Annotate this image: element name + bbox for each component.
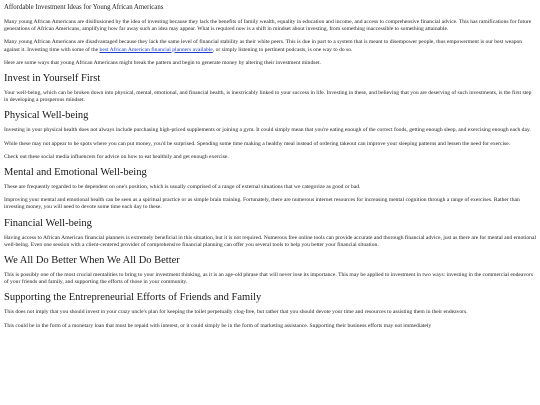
section-paragraph: Improving your mental and emotional health can be seen as a spiritual practice or as simple brain training. Fortunately, there are numerous internet resources for increasing mental cognition through a range of exercises. Rather than investing money, you will need to devote some time each day to these. (4, 197, 520, 211)
page-title: Affordable Investment Ideas for Young African Americans (4, 4, 164, 11)
heading-mental-emotional-well-being: Mental and Emotional Well-being (4, 167, 147, 179)
intro-paragraph-2-text-end: , or simply listening to pertinent podcasts, is one way to do so. (212, 46, 353, 53)
heading-financial-well-being: Financial Well-being (4, 217, 92, 229)
section-paragraph: These are frequently regarded to be dependent on one's position, which is usually comprised of a range of external situations that we categorize as good or bad. (4, 184, 361, 191)
section-paragraph: This does not imply that you should invest in your crazy uncle's plan for keeping the toilet perpetually clog-free, but rather that you should devote your time and resources to assisting them in their endeavors. (4, 309, 468, 316)
section-paragraph: Having access to African American financial planners is extremely beneficial in this situation, but it is not required. Numerous free online tools can provide accurate and thorough financial advice, just as there are for mental and emotional well-being. Even one session with a client-centered provider of comprehensive financial planning can offer you several tools to help you better your financial situation. (4, 234, 537, 248)
intro-paragraph-3: Here are some ways that young African Americans might break the pattern and begin to generate money by altering their investment mindset. (4, 59, 321, 66)
section-paragraph: Your well-being, which can be broken down into physical, mental, emotional, and financial health, is inextricably linked to your success in life. Investing in these, and believing that you are deserving of such investments, is the first step in developing a prosperous mindset. (4, 90, 532, 104)
section-paragraph: Investing in your physical health does not always include purchasing high-priced supplements or joining a gym. It could simply mean that you're eating enough of the correct foods, getting enough sleep, and exercising enough each day. (4, 127, 531, 134)
section-paragraph: This is possibly one of the most crucial mentalities to bring to your investment thinking, as it is an age-old phrase that will never lose its importance. This may be applied to investment in two ways: investing in the commercial endeavors of your friends and family, and supporting the efforts of those in your community. (4, 272, 534, 286)
section-paragraph: This could be in the form of a monetary loan that must be repaid with interest, or it could simply be in the form of marketing assistance. Supporting their business efforts may not immediately (4, 322, 432, 329)
financial-planners-link[interactable]: best African American financial planners available (99, 46, 213, 53)
heading-we-all-do-better: We All Do Better When We All Do Better (4, 255, 180, 267)
heading-physical-well-being: Physical Well-being (4, 110, 89, 122)
intro-paragraph-2 (4, 39, 536, 53)
heading-invest-in-yourself: Invest in Yourself First (4, 73, 101, 85)
section-paragraph: While these may not appear to be spots where you can put money, you'd be surprised. Spending some time making a healthy meal instead of ordering takeout can improve your sleeping patterns and lessen the need for exercise. (4, 140, 511, 147)
intro-paragraph-1: Many young African Americans are disillusioned by the idea of investing because they lack the benefits of family wealth, equality in education and income, and access to comprehensive financial advice. This has ramifications for future generations of African Americans, amplifying how far away such an idea may appear. What is required now is a shift in mindset about investing, from something inaccessible to something attainable. (4, 19, 532, 33)
heading-supporting-friends-family: Supporting the Entrepreneurial Efforts of Friends and Family (4, 292, 262, 304)
intro-paragraph-2-text-start: Many young African Americans are disadvantaged because they lack the same level of financial stability as their white peers. This is due in part to a system that is meant to disempower people, thus empowerment is our best weapon against it. Investing time with some of the (4, 39, 523, 53)
section-paragraph: Check out these social media influencers for advice on how to eat healthily and get enough exercise. (4, 153, 229, 160)
